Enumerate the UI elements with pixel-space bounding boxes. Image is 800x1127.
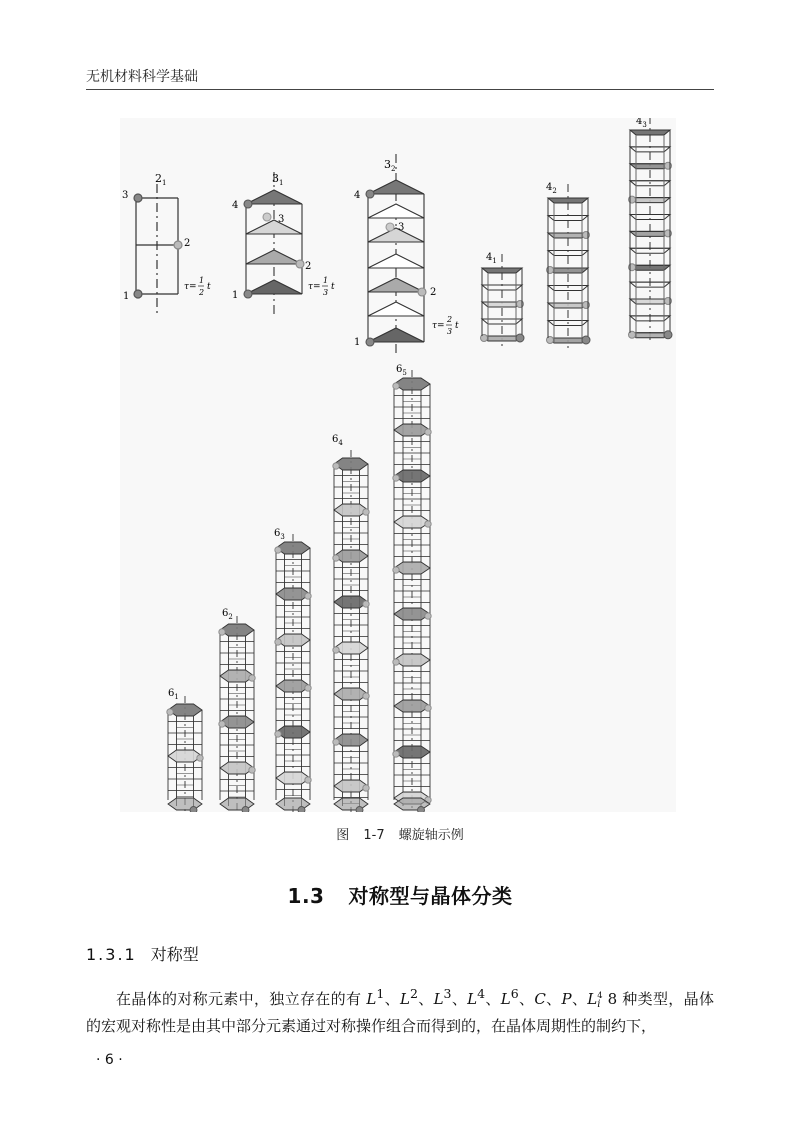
axis-label-6-4: $6_4$ bbox=[332, 434, 343, 447]
axis-label-4-1: $4_1$ bbox=[486, 252, 497, 265]
svg-text:1: 1 bbox=[323, 276, 329, 285]
point-label-2: 2 bbox=[184, 238, 191, 249]
axis-label-4-3: $4_3$ bbox=[636, 118, 647, 129]
page-number: · 6 · bbox=[96, 1052, 123, 1068]
point-label-2: 2 bbox=[305, 261, 312, 272]
svg-text:2: 2 bbox=[199, 288, 205, 297]
header-rule bbox=[86, 89, 714, 90]
svg-text:3: 3 bbox=[323, 288, 329, 297]
svg-text:2: 2 bbox=[447, 315, 453, 324]
axis-label-6-5: $6_5$ bbox=[396, 364, 407, 377]
screw-axis-figure bbox=[120, 118, 676, 812]
point-label-4: 4 bbox=[354, 190, 361, 201]
point-label-1: 1 bbox=[123, 291, 130, 302]
point-label-3: 3 bbox=[122, 190, 129, 201]
section-heading bbox=[0, 880, 800, 909]
axis-label-6-1: $6_1$ bbox=[168, 688, 179, 701]
running-header-title: 无机材料科学基础 bbox=[86, 69, 198, 85]
point-label-2: 2 bbox=[430, 287, 437, 298]
svg-text:t: t bbox=[455, 321, 459, 331]
point-label-1: 1 bbox=[354, 337, 361, 348]
section-title-text: 对称型与晶体分类 bbox=[348, 884, 513, 908]
point-label-4: 4 bbox=[232, 200, 239, 211]
svg-text:t: t bbox=[331, 282, 335, 292]
point-label-1: 1 bbox=[232, 290, 239, 301]
axis-label-3-1: $3_1$ bbox=[272, 172, 284, 187]
subsection-number: 1.3.1 bbox=[86, 945, 137, 964]
section-number: 1.3 bbox=[287, 884, 325, 908]
axis-label-6-3: $6_3$ bbox=[274, 528, 285, 541]
subsection-heading bbox=[86, 942, 199, 965]
figure-caption: 图 1-7 螺旋轴示例 bbox=[336, 828, 464, 843]
axis-label-6-2: $6_2$ bbox=[222, 608, 233, 621]
point-label-3: 3 bbox=[278, 214, 285, 225]
axis-label-3-2: $3_2$ bbox=[384, 158, 396, 173]
svg-text:1: 1 bbox=[199, 276, 205, 285]
svg-text:t: t bbox=[207, 282, 211, 292]
svg-text:τ=: τ= bbox=[184, 282, 197, 292]
subsection-title-text: 对称型 bbox=[150, 945, 199, 964]
axis-label-2-1: $2_1$ bbox=[155, 172, 167, 187]
body-paragraph: 在晶体的对称元素中，独立存在的有 $L^1$、$L^2$、$L^3$、$L^4$、$L^6$、C、P、L 4 i 8 种类型，晶体的宏观对称性是由其中部分元素通过对称操作组合而得到的，在晶体周期性的制约下， bbox=[86, 986, 714, 1035]
svg-text:3: 3 bbox=[447, 327, 453, 336]
svg-text:τ=: τ= bbox=[308, 282, 321, 292]
point-label-3: 3 bbox=[398, 222, 405, 233]
axis-label-4-2: $4_2$ bbox=[546, 182, 557, 195]
svg-text:τ=: τ= bbox=[432, 321, 445, 331]
